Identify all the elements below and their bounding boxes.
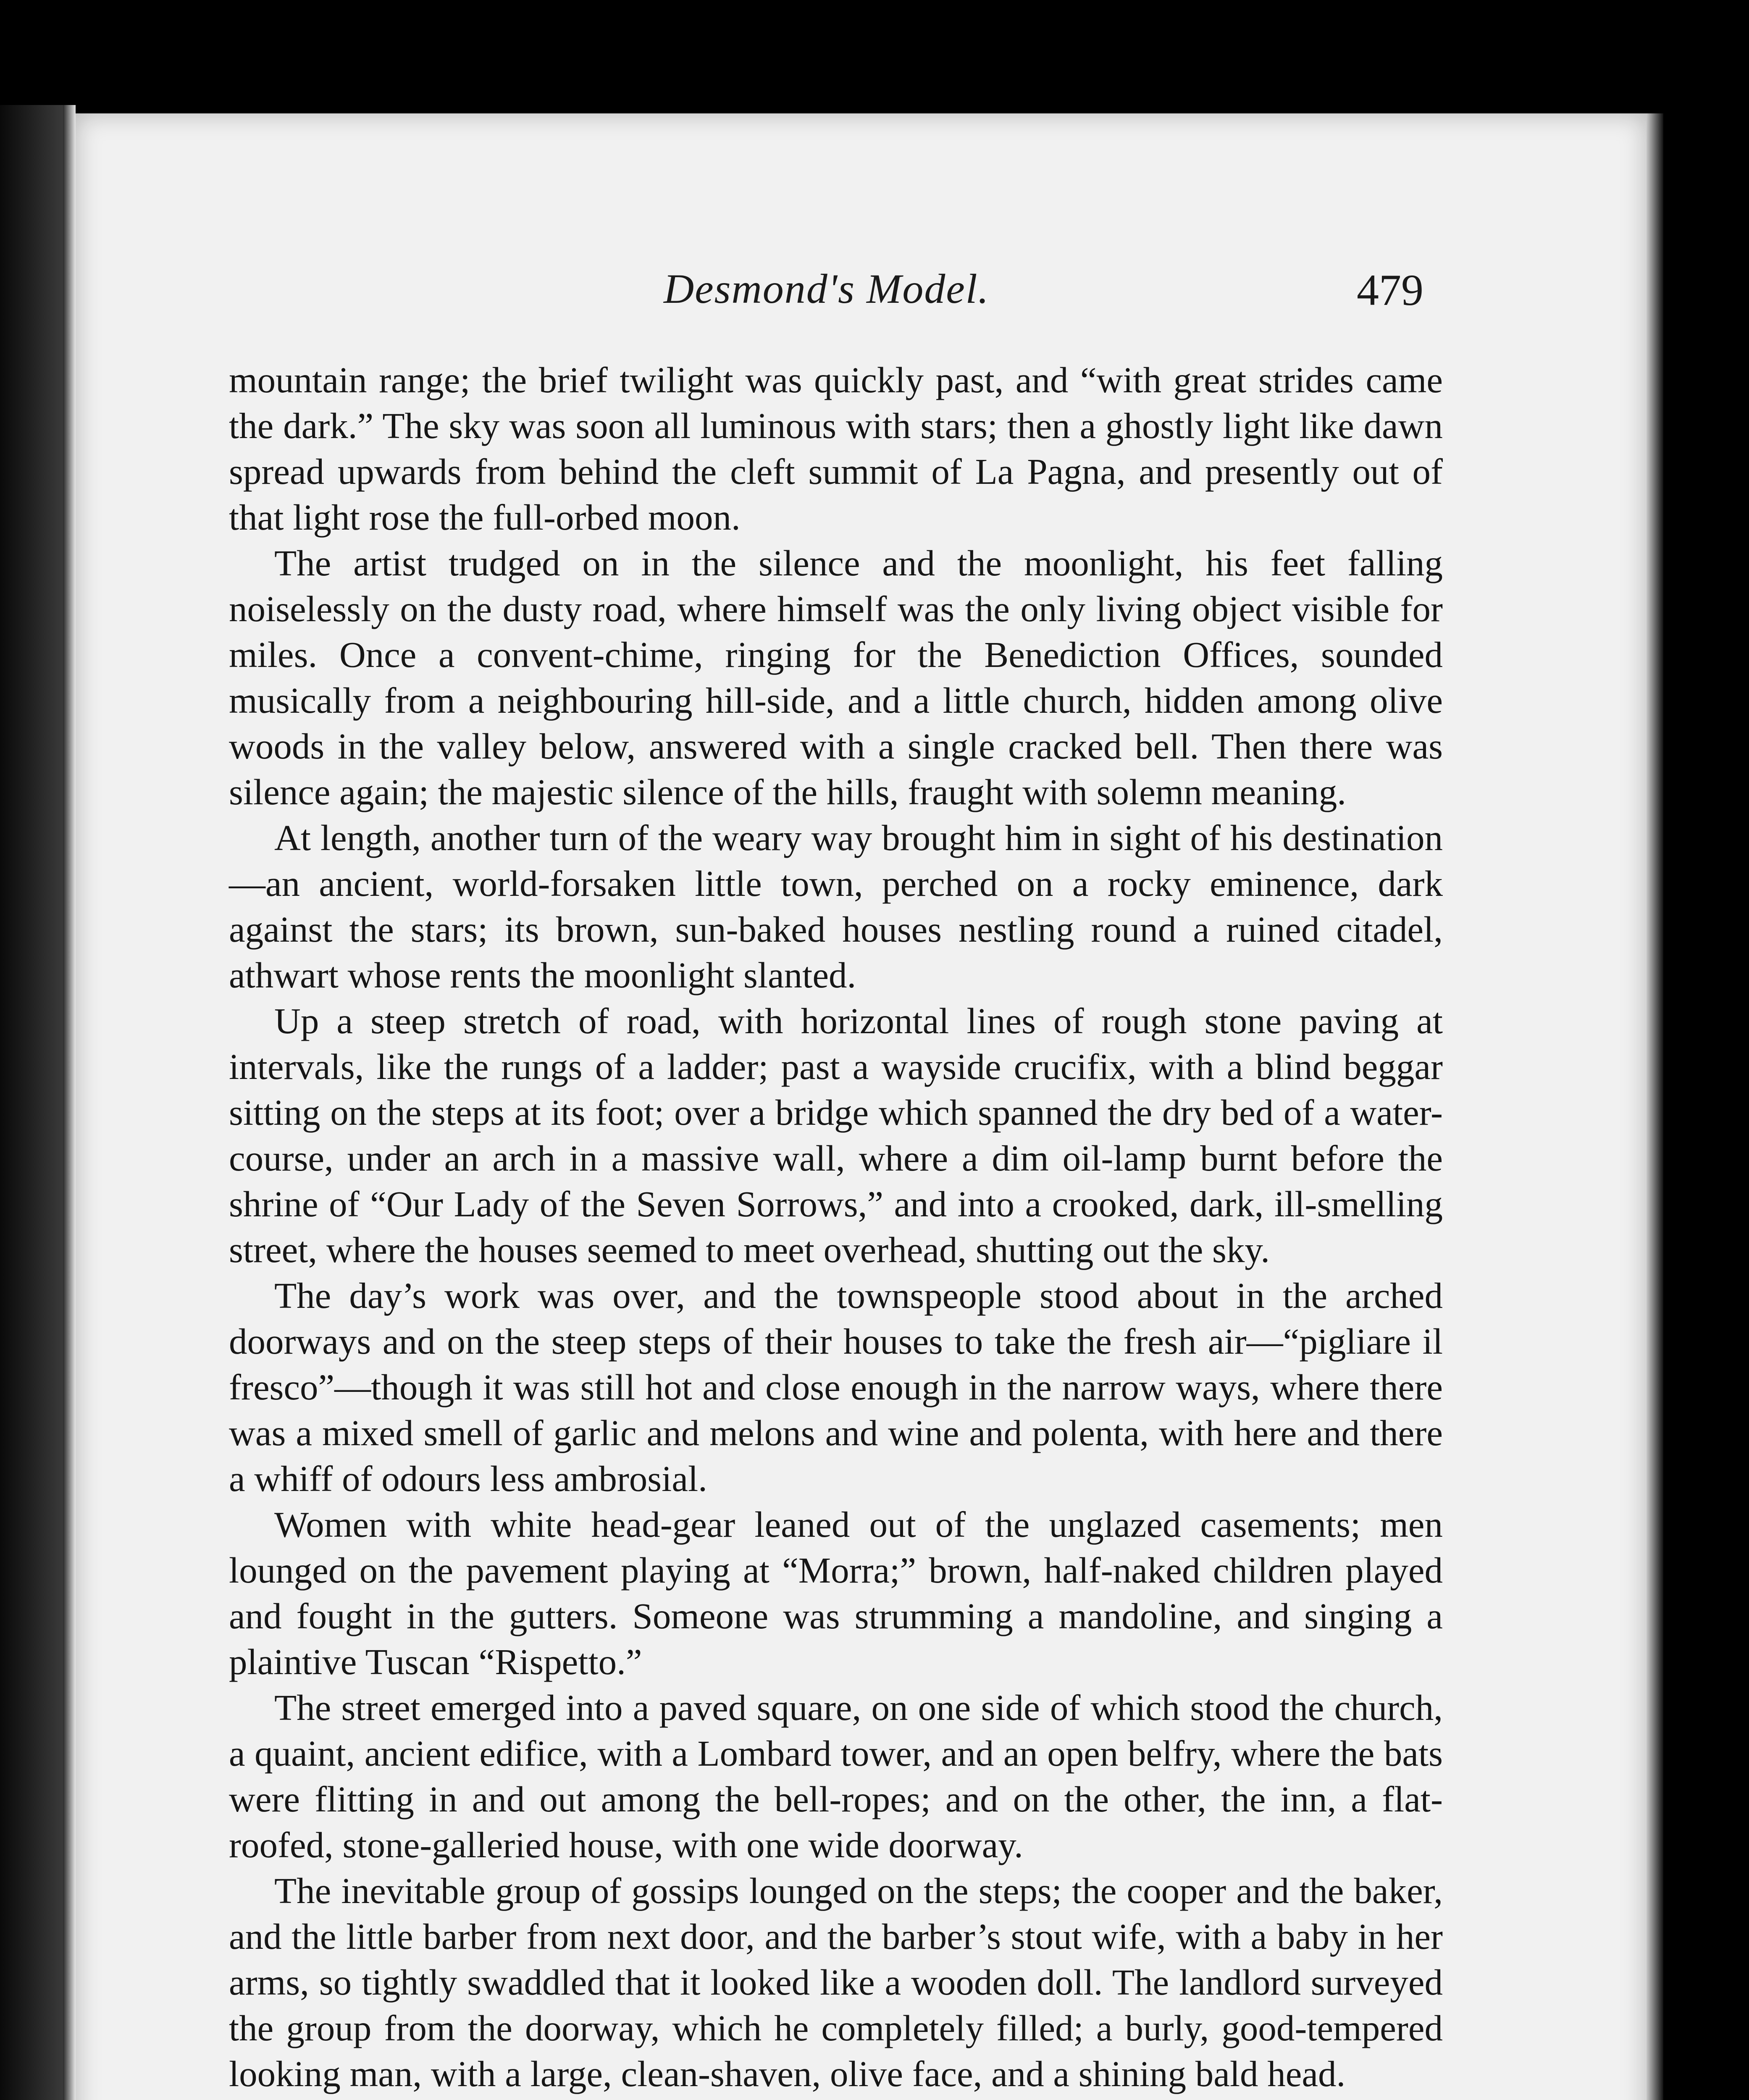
previous-page-edge (0, 105, 63, 2100)
page-edge-shadow (1647, 113, 1663, 2100)
paragraph: Up a steep stretch of road, with horizontal lines of rough stone paving at intervals, like the rungs of a ladder; past a wayside crucifix, with a blind beggar sitting on the steps at its foot; over a bridge which spanned the dry bed of a water-course, under an arch in a massive wall, where a dim oil-lamp burnt before the shrine of “Our Lady of the Seven Sorrows,” and into a crooked, dark, ill-smelling street, where the houses seemed to meet overhead, shutting out the sky. (229, 1000, 1443, 1270)
paragraph: The street emerged into a paved square, on one side of which stood the church, a quaint, ancient edifice, with a Lombard tower, and an open belfry, where the bats were flitting in and out among the bell-ropes; and on the other, the inn, a flat-roofed, stone-galleried house, with one wide doorway. (229, 1687, 1443, 1865)
paragraph: mountain range; the brief twilight was quickly past, and “with great strides came the dark.” The sky was soon all luminous with stars; then a ghostly light like dawn spread upwards from behind the cleft summit of La Pagna, and presently out of that light rose the full-orbed moon. (229, 360, 1443, 538)
paragraph: The artist trudged on in the silence and the moonlight, his feet falling noiselessly on the dusty road, where himself was the only living object visible for miles. Once a convent-chime, ringing for the Benediction Offices, sounded musically from a neighbouring hill-side, and a little church, hidden among olive woods in the valley below, answered with a single cracked bell. Then there was silence again; the majestic silence of the hills, fraught with solemn meaning. (229, 543, 1443, 812)
paragraph: The day’s work was over, and the townspeople stood about in the arched doorways and on the steep steps of their houses to take the fresh air—“pigliare il fresco”—though it was still hot and close enough in the narrow ways, where there was a mixed smell of garlic and melons and wine and polenta, with here and there a whiff of odours less ambrosial. (229, 1275, 1443, 1499)
running-title: Desmond's Model. (664, 265, 990, 312)
book-spine (63, 105, 76, 2100)
paragraph: The inevitable group of gossips lounged on the steps; the cooper and the baker, and the little barber from next door, and the barber’s stout wife, with a baby in her arms, so tightly swaddled that it looked like a wooden doll. The landlord surveyed the group from the doorway, which he completely filled; a burly, good-tempered looking man, with a large, clean-shaven, olive face, and a shining bald head. (229, 1870, 1443, 2094)
page-number: 479 (1357, 265, 1423, 315)
paragraph: Women with white head-gear leaned out of the unglazed casements; men lounged on the pavement playing at “Morra;” brown, half-naked children played and fought in the gutters. Someone was strumming a mandoline, and singing a plaintive Tuscan “Rispetto.” (229, 1504, 1443, 1682)
paragraph: At length, another turn of the weary way brought him in sight of his destination—an ancient, world-forsaken little town, perched on a rocky eminence, dark against the stars; its brown, sun-baked houses nestling round a ruined citadel, athwart whose rents the moonlight slanted. (229, 817, 1443, 995)
body-text (229, 357, 1443, 2097)
